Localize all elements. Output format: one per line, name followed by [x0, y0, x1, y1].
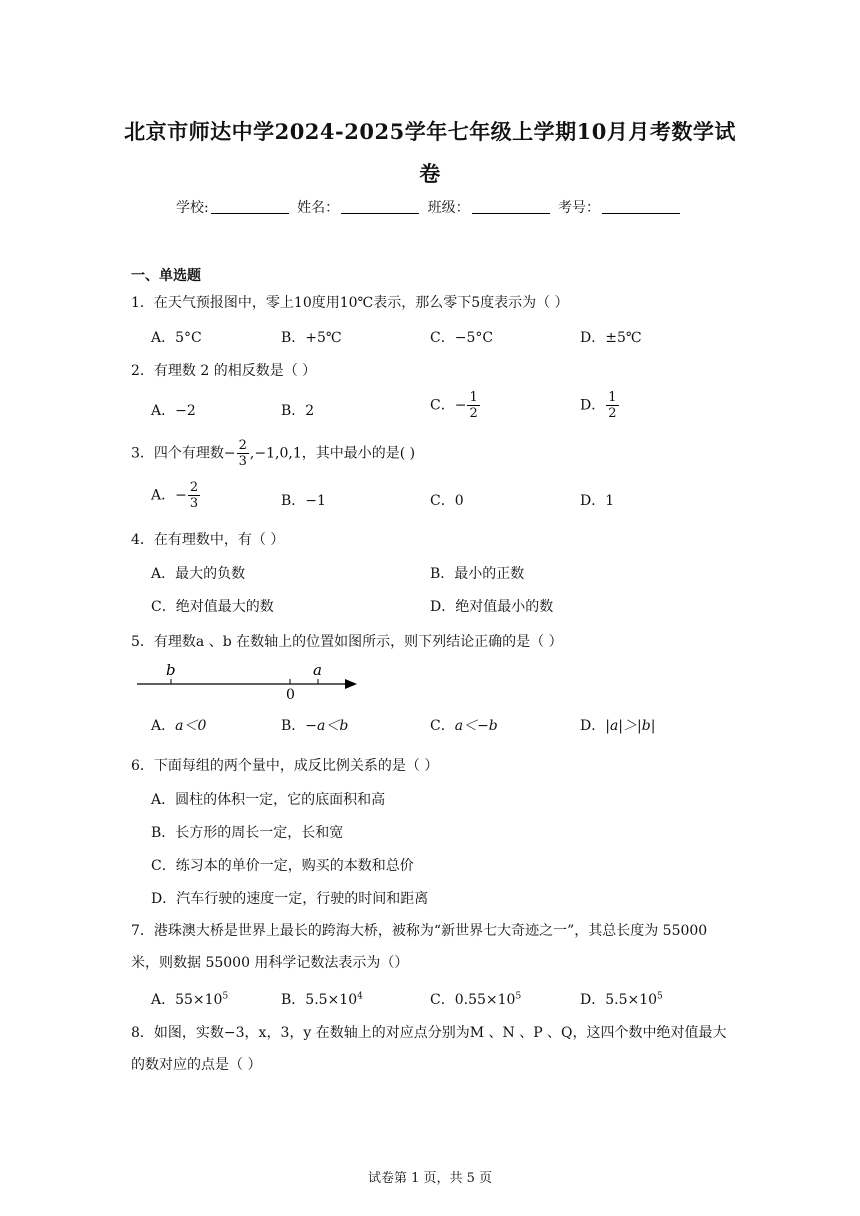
q6-option-d: D．汽车行驶的速度一定，行驶的时间和距离: [151, 891, 429, 907]
q6-option-a: A．圆柱的体积一定，它的底面积和高: [151, 792, 386, 808]
fraction-denominator: 3: [238, 454, 247, 469]
q4-option-b: B．最小的正数: [430, 566, 525, 582]
section-heading: 一、单选题: [131, 268, 201, 284]
fraction: [467, 390, 479, 421]
student-info-row: [0, 197, 860, 217]
q2-option-d: [580, 390, 620, 421]
q7-option-c: [430, 989, 521, 1009]
page-title-continued: 卷: [419, 161, 441, 186]
fraction-numerator: 2: [238, 438, 247, 453]
exam-no-blank[interactable]: [602, 199, 680, 214]
question-1: 1．在天气预报图中，零上10度用10℃表示，那么零下5度表示为（ ）: [131, 295, 569, 311]
fraction-numerator: 1: [608, 390, 617, 405]
label-zero: 0: [286, 687, 295, 703]
question-2: 2．有理数 2 的相反数是（ ）: [131, 363, 317, 379]
q6-option-b: B．长方形的周长一定，长和宽: [151, 825, 344, 841]
q5-option-a: [151, 715, 206, 735]
q4-option-d: D．绝对值最小的数: [430, 599, 554, 615]
q3-option-c: C．0: [430, 493, 464, 509]
q1-option-a: A．5°C: [151, 330, 202, 346]
number-line-figure: [131, 660, 371, 708]
q3-option-a: [151, 480, 201, 511]
q5-option-d-label: D．: [580, 718, 606, 734]
q5-option-c-expr: a＜−b: [454, 718, 498, 734]
question-6: 6．下面每组的两个量中，成反比例关系的是（ ）: [131, 758, 439, 774]
q7-option-b-base: B．5.5×10: [281, 992, 358, 1008]
fraction: [237, 438, 249, 469]
q7-option-b: [281, 989, 363, 1009]
school-blank[interactable]: [211, 199, 289, 214]
q1-option-d: D．±5℃: [580, 330, 642, 346]
question-4: 4．在有理数中，有（ ）: [131, 532, 285, 548]
class-label: 班级：: [427, 200, 470, 216]
label-a: a: [313, 661, 322, 679]
label-b: b: [166, 661, 176, 679]
q7-option-a-exponent: 5: [222, 991, 229, 1002]
q7-option-d-exponent: 5: [657, 991, 663, 1002]
q5-option-d-expr: |a|＞|b|: [605, 718, 656, 734]
question-7: 7．港珠澳大桥是世界上最长的跨海大桥，被称为“新世界七大奇迹之一”，其总长度为 55000 米，则数据 55000 用科学记数法表示为（）: [131, 923, 708, 971]
fraction-numerator: 2: [189, 480, 199, 495]
q3-text-suffix: ,−1,0,1，其中最小的是( ): [249, 445, 416, 462]
q2-option-a: A．−2: [151, 403, 196, 419]
q3-option-a-label: A．−: [151, 487, 187, 504]
q5-option-b-label: B．: [281, 718, 306, 734]
q7-option-b-exponent: 4: [357, 991, 363, 1002]
question-8: 8．如图，实数−3，x，3，y 在数轴上的对应点分别为M 、N 、P 、Q，这四个数中绝对值最大的数对应的点是（ ）: [131, 1025, 727, 1073]
q1-option-b: B．+5℃: [281, 330, 342, 346]
question-3: [131, 438, 415, 469]
q2-option-c: [430, 390, 481, 421]
fraction-denominator: 2: [608, 406, 617, 421]
q2-option-c-label: C．−: [430, 397, 467, 414]
q2-option-b: B．2: [281, 403, 315, 419]
question-5: 5．有理数a 、b 在数轴上的位置如图所示，则下列结论正确的是（ ）: [131, 634, 563, 650]
q3-option-b: B．−1: [281, 493, 326, 509]
axis-arrow: [345, 679, 357, 689]
name-label: 姓名：: [297, 200, 340, 216]
q7-option-c-base: C．0.55×10: [430, 992, 516, 1008]
q7-option-a-base: A．55×10: [151, 992, 223, 1008]
school-label: 学校:: [175, 200, 209, 216]
exam-no-label: 考号：: [558, 200, 601, 216]
page-footer: 试卷第 1 页，共 5 页: [367, 1171, 493, 1186]
q5-option-c-label: C．: [430, 718, 455, 734]
q2-option-d-label: D．: [580, 397, 606, 414]
q3-text-prefix: 3．四个有理数−: [131, 445, 236, 462]
q6-option-c: C．练习本的单价一定，购买的本数和总价: [151, 858, 414, 874]
q5-option-b-expr: −a＜b: [305, 718, 349, 734]
q4-option-c: C．绝对值最大的数: [151, 599, 274, 615]
q7-option-d: [580, 989, 663, 1009]
fraction-numerator: 1: [469, 390, 478, 405]
fraction: [606, 390, 618, 421]
q5-option-d: [580, 715, 655, 735]
class-blank[interactable]: [472, 199, 550, 214]
q5-option-a-expr: a＜0: [175, 718, 207, 734]
fraction-denominator: 3: [189, 496, 199, 511]
q4-option-a: A．最大的负数: [151, 566, 246, 582]
q5-option-b: [281, 715, 348, 735]
page-title: 北京市师达中学2024-2025学年七年级上学期10月月考数学试: [124, 119, 736, 144]
fraction: [188, 480, 200, 511]
q5-option-c: [430, 715, 498, 735]
q5-option-a-label: A．: [151, 718, 176, 734]
q7-option-a: [151, 989, 228, 1009]
q1-option-c: C．−5°C: [430, 330, 494, 346]
q7-option-c-exponent: 5: [515, 991, 522, 1002]
name-blank[interactable]: [341, 199, 419, 214]
q3-option-d: D．1: [580, 493, 615, 509]
q7-option-d-base: D．5.5×10: [580, 992, 658, 1008]
fraction-denominator: 2: [469, 406, 478, 421]
